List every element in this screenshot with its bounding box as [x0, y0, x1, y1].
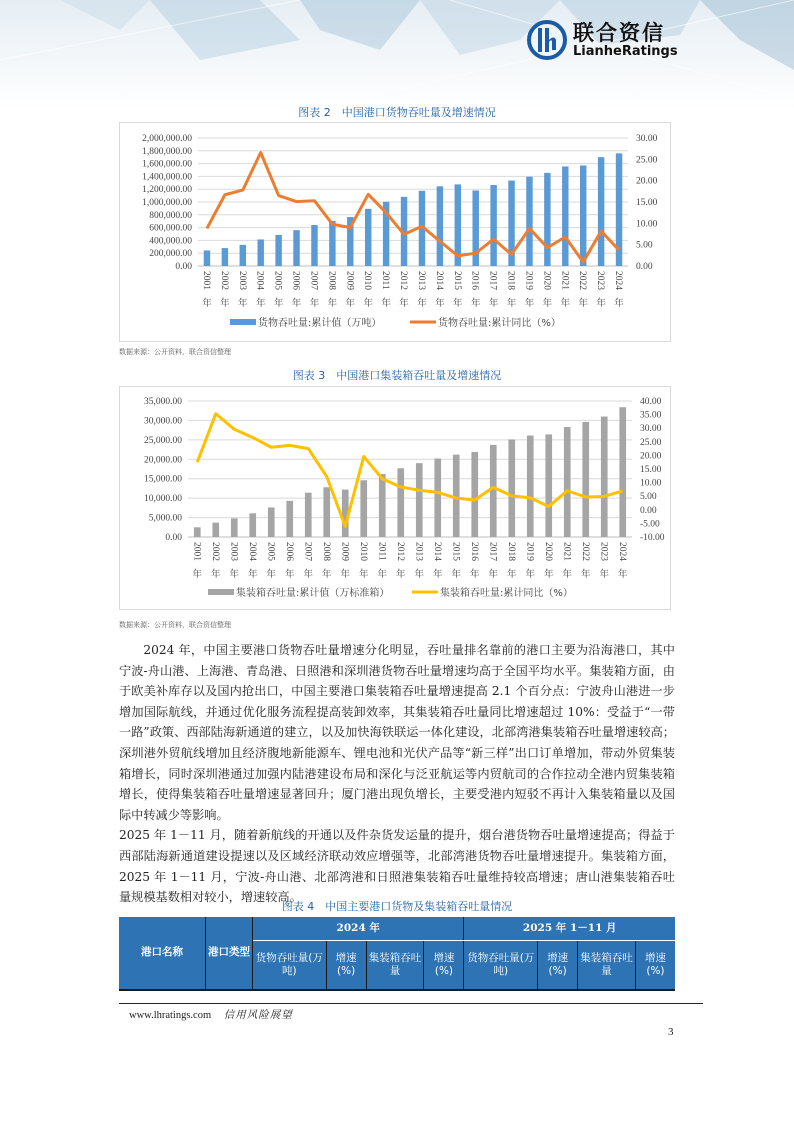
left-axis-tick-label: 1,200,000.00: [142, 185, 192, 196]
x-tick-label-suffix: 年: [453, 298, 463, 309]
x-tick-label-suffix: 年: [488, 569, 499, 580]
x-tick-label: 2014: [433, 271, 444, 290]
x-tick-label: 2003: [236, 271, 247, 290]
x-tick-label-suffix: 年: [506, 298, 517, 309]
col-2025-cargo-growth: 增速(%): [538, 941, 578, 990]
x-tick-label-suffix: 年: [266, 569, 277, 580]
figure2-title: 图表 2 中国港口货物吞吐量及增速情况: [298, 106, 496, 119]
left-axis-tick-label: 25,000.00: [144, 435, 182, 446]
x-tick-label-suffix: 年: [309, 298, 320, 309]
figure3-chart: [119, 386, 671, 610]
figure2-chart: [119, 122, 671, 342]
x-tick-label: 2019: [523, 271, 534, 290]
right-axis-tick-label: 0.00: [636, 262, 653, 272]
x-tick-label: 2018: [505, 542, 516, 561]
x-tick-label: 2010: [357, 542, 368, 561]
x-tick-label: 2007: [302, 542, 313, 561]
col-2024-cargo: 货物吞吐量(万吨): [253, 941, 327, 990]
x-tick-label: 2008: [320, 542, 331, 561]
right-axis-tick-label: 15.00: [640, 465, 662, 475]
x-tick-label-suffix: 年: [255, 298, 266, 309]
x-tick-label-suffix: 年: [327, 298, 338, 309]
growth-line: [207, 153, 619, 263]
x-tick-label-suffix: 年: [345, 298, 356, 309]
x-tick-label-suffix: 年: [210, 569, 221, 580]
x-tick-label: 2008: [326, 271, 337, 290]
x-tick-label: 2004: [254, 271, 265, 290]
x-tick-label: 2021: [561, 542, 572, 561]
x-tick-label-suffix: 年: [451, 569, 462, 580]
x-tick-label: 2005: [272, 271, 283, 290]
legend-bar-swatch: [208, 589, 234, 595]
x-tick-label-suffix: 年: [560, 298, 571, 309]
left-axis-tick-label: 5,000.00: [148, 513, 182, 524]
right-axis-tick-label: 30.00: [640, 424, 662, 435]
x-tick-label: 2001: [191, 542, 202, 561]
x-tick-label-suffix: 年: [488, 298, 499, 309]
bar: [311, 225, 317, 266]
bar: [212, 523, 219, 537]
bar: [526, 177, 532, 266]
x-tick-label: 2018: [505, 271, 516, 290]
col-2024-container-growth: 增速(%): [424, 941, 464, 990]
bar: [360, 480, 367, 537]
bar: [194, 527, 201, 537]
footer-divider: [119, 1003, 703, 1004]
x-tick-label: 2013: [415, 271, 426, 290]
x-tick-label: 2002: [209, 542, 220, 561]
col-2025-cargo: 货物吞吐量(万吨): [464, 941, 538, 990]
right-axis-tick-label: 25.00: [636, 155, 658, 166]
container-throughput-chart: [120, 387, 670, 609]
x-tick-label-suffix: 年: [542, 298, 553, 309]
bar: [365, 209, 371, 266]
left-axis-tick-label: 15,000.00: [144, 474, 182, 485]
bar: [240, 245, 246, 266]
bar: [582, 422, 589, 537]
x-tick-label-suffix: 年: [358, 569, 369, 580]
cargo-throughput-chart: [120, 123, 670, 341]
bar: [601, 417, 608, 537]
bar: [453, 455, 460, 537]
x-tick-label-suffix: 年: [525, 569, 536, 580]
company-logo: [527, 20, 678, 60]
paragraph-2024: 2024 年，中国主要港口货物吞吐量增速分化明显，吞吐量排名靠前的港口主要为沿海港口，其中宁波-舟山港、上海港、青岛港、日照港和深圳港货物吞吐量增速均高于全国平均水平。集装箱方面，由于欧美补库存以及国内抢出口，中国主要港口集装箱吞吐量增速提高 2.1 个百分点：宁波舟山港进一步增加国际航线，并通过优化服务流程提高装卸效率，其集装箱吞吐量同比增速超过 10%：受益于“一带一路”政策、西部陆海新通道的建立，以及加快海铁联运一体化建设，北部湾港集装箱吞吐量增速较高；深圳港外贸航线增加且经济腹地新能源车、锂电池和光伏产品等“新三样”出口订单增加，带动外贸集装箱增长，同时深圳港通过加强内陆港建设布局和深化与泛亚航运等内贸航司的合作拉动全港内贸集装箱增长，使得集装箱吞吐量增速显著回升；厦门港出现负增长，主要受港内短驳不再计入集装箱量以及国际中转减少等影响。: [119, 643, 675, 822]
x-tick-label: 2017: [487, 271, 498, 290]
group-2024: 2024 年: [253, 917, 464, 941]
bar: [545, 434, 552, 537]
bar: [286, 501, 293, 537]
bar: [275, 235, 281, 266]
x-tick-label-suffix: 年: [273, 298, 284, 309]
x-tick-label: 2024: [616, 542, 627, 561]
left-axis-tick-label: 200,000.00: [149, 249, 192, 260]
port-throughput-table: [119, 917, 675, 991]
right-axis-tick-label: 20.00: [636, 176, 658, 187]
bar: [580, 166, 586, 266]
x-tick-label-suffix: 年: [578, 298, 588, 309]
x-tick-label-suffix: 年: [414, 569, 425, 580]
left-axis-tick-label: 1,800,000.00: [142, 146, 192, 157]
x-tick-label-suffix: 年: [432, 569, 443, 580]
body-text: [119, 640, 675, 908]
left-axis-tick-label: 35,000.00: [144, 397, 182, 407]
bar: [527, 436, 534, 537]
x-tick-label-suffix: 年: [599, 569, 610, 580]
col-2025-container-growth: 增速(%): [635, 941, 675, 990]
left-axis-tick-label: 20,000.00: [144, 455, 182, 466]
x-tick-label: 2020: [542, 542, 553, 561]
figure2-source: 数据来源：公开资料，联合资信整理: [119, 348, 231, 356]
x-tick-label: 2019: [524, 542, 535, 561]
x-tick-label-suffix: 年: [469, 569, 480, 580]
x-tick-label: 2022: [577, 271, 588, 290]
x-tick-label-suffix: 年: [435, 298, 445, 309]
x-tick-label: 2006: [283, 542, 294, 561]
x-tick-label: 2009: [344, 271, 355, 290]
x-tick-label-suffix: 年: [202, 298, 212, 309]
x-tick-label-suffix: 年: [381, 298, 391, 309]
right-axis-tick-label: 10.00: [640, 478, 662, 489]
right-axis-tick-label: 35.00: [640, 410, 662, 421]
logo-english-name: LianheRatings: [573, 44, 678, 59]
col-2025-container: 集装箱吞吐量: [578, 941, 636, 990]
x-tick-label-suffix: 年: [596, 298, 606, 309]
x-tick-label: 2006: [290, 271, 301, 290]
bar: [562, 166, 568, 266]
bar: [329, 221, 335, 266]
left-axis-tick-label: 10,000.00: [144, 494, 182, 505]
bar: [257, 239, 263, 266]
legend-line-label: 货物吞吐量:累计同比（%）: [438, 318, 561, 329]
left-axis-tick-label: 1,000,000.00: [142, 198, 192, 208]
right-axis-tick-label: 0.00: [640, 505, 657, 516]
bar: [293, 230, 299, 266]
right-axis-tick-label: 20.00: [640, 451, 662, 462]
left-axis-tick-label: 600,000.00: [149, 223, 192, 234]
bar: [598, 157, 604, 266]
right-axis-tick-label: 25.00: [640, 437, 662, 448]
paragraph-2025: 2025 年 1－11 月，随着新航线的开通以及件杂货发运量的提升，烟台港货物吞吐量增速提高；得益于西部陆海新通道建设提速以及区域经济联动效应增强等，北部湾港货物吞吐量增速提升。集装箱方面，2025 年 1－11 月，宁波-舟山港、北部湾港和日照港集装箱吞吐量维持较高增速；唐山港集装箱吞吐量规模基数相对较小，增速较高。: [119, 828, 675, 905]
right-axis-tick-label: 30.00: [636, 134, 658, 144]
x-tick-label: 2016: [468, 542, 479, 561]
x-tick-label: 2015: [450, 542, 461, 561]
x-tick-label-suffix: 年: [377, 569, 388, 580]
legend-bar-label: 货物吞吐量:累计值（万吨）: [258, 318, 382, 329]
x-tick-label-suffix: 年: [562, 569, 573, 580]
col-2024-cargo-growth: 增速(%): [326, 941, 366, 990]
x-tick-label-suffix: 年: [506, 569, 517, 580]
bar: [619, 407, 626, 537]
x-tick-label: 2004: [246, 542, 257, 561]
figure4-title: 图表 4 中国主要港口货物及集装箱吞吐量情况: [281, 900, 513, 913]
footer-motto: 信用风险展望: [223, 1010, 293, 1021]
left-axis-tick-label: 2,000,000.00: [142, 134, 192, 144]
x-tick-label-suffix: 年: [417, 298, 427, 309]
bar: [437, 186, 443, 266]
bar: [379, 474, 386, 537]
right-axis-tick-label: -10.00: [640, 533, 665, 543]
x-tick-label-suffix: 年: [284, 569, 295, 580]
x-tick-label: 2003: [228, 542, 239, 561]
x-tick-label: 2023: [595, 271, 606, 290]
x-tick-label-suffix: 年: [399, 298, 409, 309]
bar: [222, 248, 228, 266]
x-tick-label-suffix: 年: [614, 298, 624, 309]
left-axis-tick-label: 0.00: [175, 262, 192, 272]
col-port-type: 港口类型: [206, 917, 253, 990]
bar: [204, 250, 210, 266]
bar: [490, 185, 496, 266]
group-2025: 2025 年 1－11 月: [464, 917, 675, 941]
right-axis-tick-label: 40.00: [640, 397, 662, 407]
left-axis-tick-label: 30,000.00: [144, 416, 182, 427]
x-tick-label: 2017: [487, 542, 498, 561]
bar: [508, 439, 515, 537]
x-tick-label-suffix: 年: [543, 569, 554, 580]
x-tick-label-suffix: 年: [192, 569, 203, 580]
left-axis-tick-label: 0.00: [165, 533, 182, 543]
left-axis-tick-label: 1,400,000.00: [142, 172, 192, 183]
right-axis-tick-label: -5.00: [640, 519, 660, 530]
legend-bar-label: 集装箱吞吐量:累计值（万标准箱）: [236, 588, 390, 599]
left-axis-tick-label: 1,600,000.00: [142, 159, 192, 170]
x-tick-label: 2002: [218, 271, 229, 290]
bar: [231, 518, 238, 537]
left-axis-tick-label: 800,000.00: [149, 210, 192, 221]
bar: [416, 463, 423, 537]
bar: [397, 468, 404, 537]
legend-line-label: 集装箱吞吐量:累计同比（%）: [440, 588, 573, 599]
x-tick-label: 2012: [398, 271, 409, 290]
x-tick-label-suffix: 年: [238, 298, 248, 309]
x-tick-label: 2013: [413, 542, 424, 561]
x-tick-label: 2014: [431, 542, 442, 561]
lianhe-logo-icon: [527, 20, 567, 60]
bar: [305, 493, 312, 537]
left-axis-tick-label: 400,000.00: [149, 236, 192, 247]
col-2024-container: 集装箱吞吐量: [366, 941, 424, 990]
x-tick-label: 2011: [380, 271, 391, 290]
x-tick-label-suffix: 年: [220, 298, 230, 309]
right-axis-tick-label: 10.00: [636, 219, 658, 230]
x-tick-label-suffix: 年: [291, 298, 302, 309]
bar: [544, 173, 550, 266]
x-tick-label: 2015: [451, 271, 462, 290]
x-tick-label-suffix: 年: [617, 569, 628, 580]
x-tick-label: 2007: [308, 271, 319, 290]
growth-line: [197, 414, 623, 527]
logo-chinese-name: 联合资信: [573, 21, 665, 45]
x-tick-label: 2011: [376, 542, 387, 561]
x-tick-label: 2023: [598, 542, 609, 561]
x-tick-label-suffix: 年: [303, 569, 314, 580]
bar: [323, 487, 330, 537]
right-axis-tick-label: 15.00: [636, 198, 658, 208]
bar: [249, 513, 256, 537]
figure3-title: 图表 3 中国港口集装箱吞吐量及增速情况: [292, 369, 502, 382]
x-tick-label-suffix: 年: [395, 569, 406, 580]
x-tick-label-suffix: 年: [229, 569, 240, 580]
x-tick-label: 2021: [559, 271, 570, 290]
page-number: 3: [668, 1026, 674, 1038]
x-tick-label: 2012: [394, 542, 405, 561]
right-axis-tick-label: 5.00: [636, 240, 653, 251]
legend-bar-swatch: [230, 319, 256, 325]
col-port-name: 港口名称: [119, 917, 206, 990]
x-tick-label-suffix: 年: [321, 569, 332, 580]
x-tick-label-suffix: 年: [363, 298, 373, 309]
x-tick-label: 2005: [265, 542, 276, 561]
x-tick-label-suffix: 年: [470, 298, 481, 309]
bar: [268, 507, 275, 537]
bar: [471, 452, 478, 537]
bar: [490, 445, 497, 537]
x-tick-label: 2024: [613, 271, 624, 290]
footer-website[interactable]: www.lhratings.com: [129, 1010, 212, 1021]
bar: [564, 427, 571, 537]
x-tick-label: 2022: [579, 542, 590, 561]
x-tick-label: 2010: [362, 271, 373, 290]
x-tick-label-suffix: 年: [580, 569, 591, 580]
x-tick-label-suffix: 年: [247, 569, 258, 580]
x-tick-label: 2009: [339, 542, 350, 561]
x-tick-label: 2016: [469, 271, 480, 290]
x-tick-label: 2001: [200, 271, 211, 290]
footer: [129, 1007, 293, 1022]
figure3-source: 数据来源：公开资料，联合资信整理: [119, 621, 231, 629]
right-axis-tick-label: 5.00: [640, 492, 657, 503]
x-tick-label-suffix: 年: [524, 298, 535, 309]
x-tick-label: 2020: [541, 271, 552, 290]
bar: [434, 459, 441, 537]
x-tick-label-suffix: 年: [340, 569, 351, 580]
